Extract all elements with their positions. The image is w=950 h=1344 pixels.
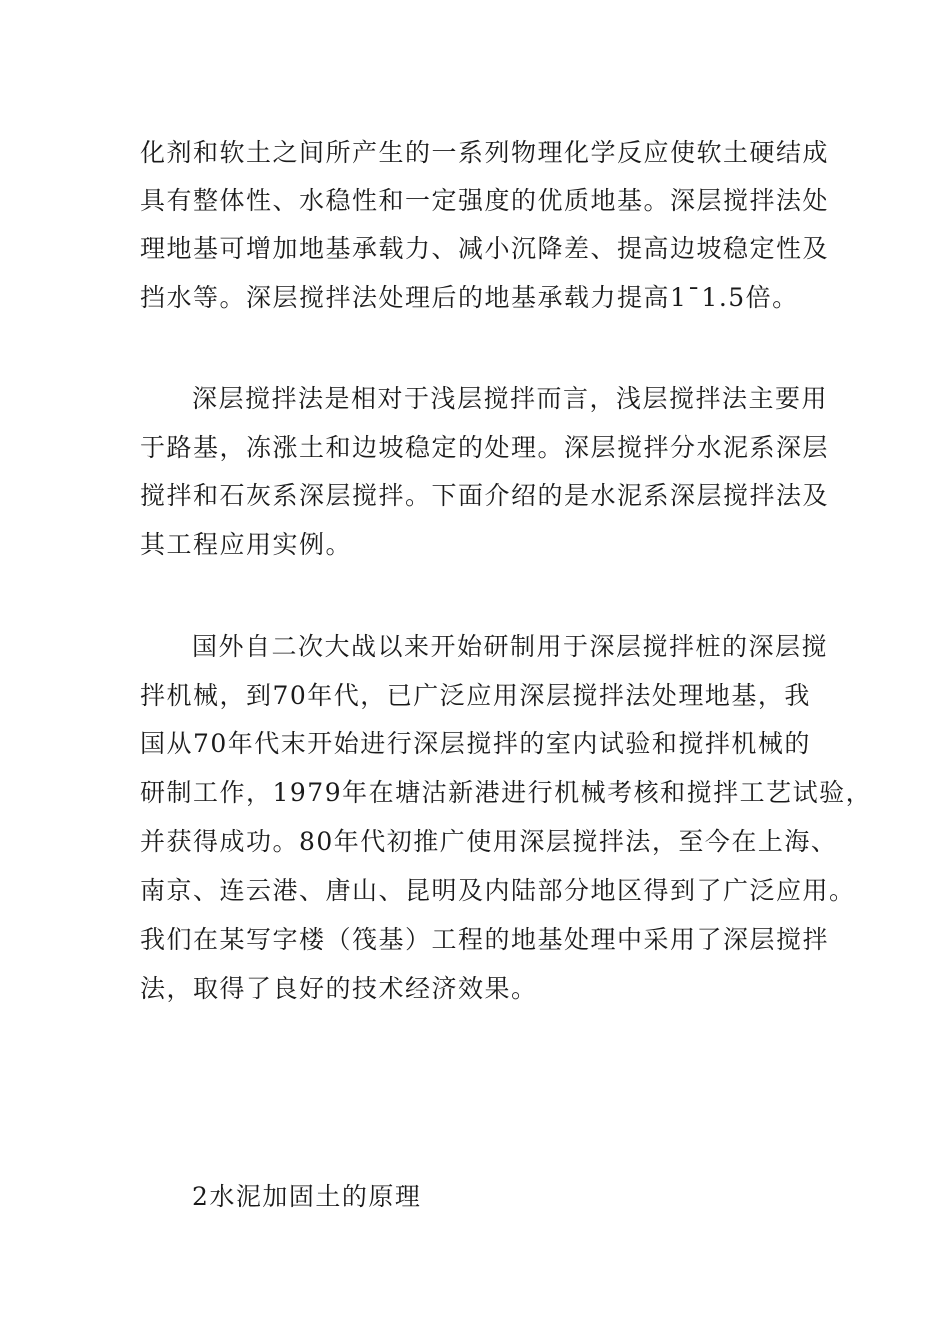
- paragraph-1-line-2: 具有整体性、水稳性和一定强度的优质地基。深层搅拌法处: [140, 186, 830, 215]
- paragraph-3-line-1: 国外自二次大战以来开始研制用于深层搅拌桩的深层搅: [192, 632, 829, 661]
- paragraph-3-line-4: 研制工作，1979年在塘沽新港进行机械考核和搅拌工艺试验，: [140, 778, 873, 807]
- paragraph-2-line-2: 于路基，冻涨土和边坡稳定的处理。深层搅拌分水泥系深层: [140, 433, 830, 462]
- section-heading: 2水泥加固土的原理: [192, 1182, 422, 1211]
- paragraph-3-line-3: 国从70年代末开始进行深层搅拌的室内试验和搅拌机械的: [140, 729, 811, 758]
- paragraph-3-line-7: 我们在某写字楼（筏基）工程的地基处理中采用了深层搅拌: [140, 925, 830, 954]
- paragraph-3-line-5: 并获得成功。80年代初推广使用深层搅拌法，至今在上海、: [140, 827, 838, 856]
- paragraph-1-line-3: 理地基可增加地基承载力、减小沉降差、提高边坡稳定性及: [140, 234, 830, 263]
- paragraph-3-line-2: 拌机械，到70年代，已广泛应用深层搅拌法处理地基，我: [140, 681, 811, 710]
- paragraph-3-line-8: 法，取得了良好的技术经济效果。: [140, 974, 538, 1003]
- paragraph-1-line-4: 挡水等。深层搅拌法处理后的地基承载力提高1¯1.5倍。: [140, 283, 799, 312]
- paragraph-3-line-6: 南京、连云港、唐山、昆明及内陆部分地区得到了广泛应用。: [140, 876, 856, 905]
- paragraph-2-line-3: 搅拌和石灰系深层搅拌。下面介绍的是水泥系深层搅拌法及: [140, 481, 830, 510]
- paragraph-2-line-1: 深层搅拌法是相对于浅层搅拌而言，浅层搅拌法主要用: [192, 384, 829, 413]
- paragraph-1-line-1: 化剂和软土之间所产生的一系列物理化学反应使软土硬结成: [140, 138, 830, 167]
- paragraph-2-line-4: 其工程应用实例。: [140, 530, 353, 559]
